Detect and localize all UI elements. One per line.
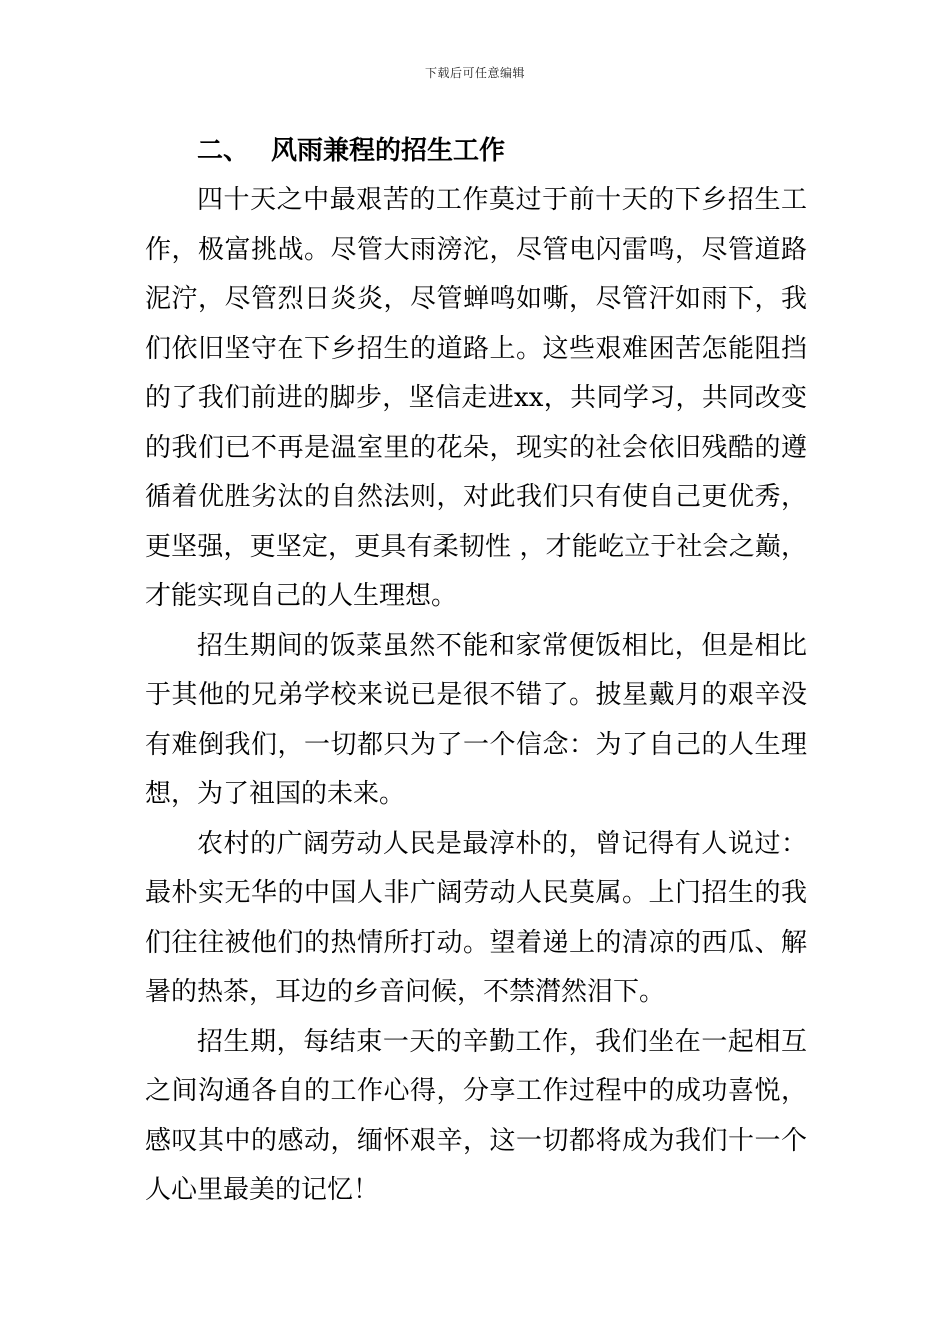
- section-heading: [145, 126, 807, 176]
- paragraph-1: 四十天之中最艰苦的工作莫过于前十天的下乡招生工作，极富挑战。尽管大雨滂沱，尽管电闪雷鸣，尽管道路泥泞，尽管烈日炎炎，尽管蝉鸣如嘶，尽管汗如雨下，我们依旧坚守在下乡招生的道路上。这些艰难困苦怎能阻挡的了我们前进的脚步，坚信走进xx，共同学习，共同改变的我们已不再是温室里的花朵，现实的社会依旧残酷的遵循着优胜劣汰的自然法则，对此我们只有使自己更优秀，更坚强，更坚定，更具有柔韧性 ，才能屹立于社会之巅，才能实现自己的人生理想。: [145, 185, 807, 611]
- paragraph-4: 招生期，每结束一天的辛勤工作，我们坐在一起相互之间沟通各自的工作心得，分享工作过程中的成功喜悦，感叹其中的感动，缅怀艰辛，这一切都将成为我们十一个人心里最美的记忆！: [145, 1026, 807, 1205]
- document-body: [145, 126, 807, 1216]
- section-number: 二、: [197, 136, 250, 166]
- section-title: 风雨兼程的招生工作: [271, 136, 506, 166]
- paragraph-3: 农村的广阔劳动人民是最淳朴的，曾记得有人说过：最朴实无华的中国人非广阔劳动人民莫属。上门招生的我们往往被他们的热情所打动。望着递上的清凉的西瓜、解暑的热茶，耳边的乡音问候，不禁潸然泪下。: [145, 828, 807, 1007]
- page-header-note: 下载后可任意编辑: [424, 66, 525, 80]
- paragraph-2: 招生期间的饭菜虽然不能和家常便饭相比，但是相比于其他的兄弟学校来说已是很不错了。披星戴月的艰辛没有难倒我们，一切都只为了一个信念：为了自己的人生理想，为了祖国的未来。: [145, 630, 807, 809]
